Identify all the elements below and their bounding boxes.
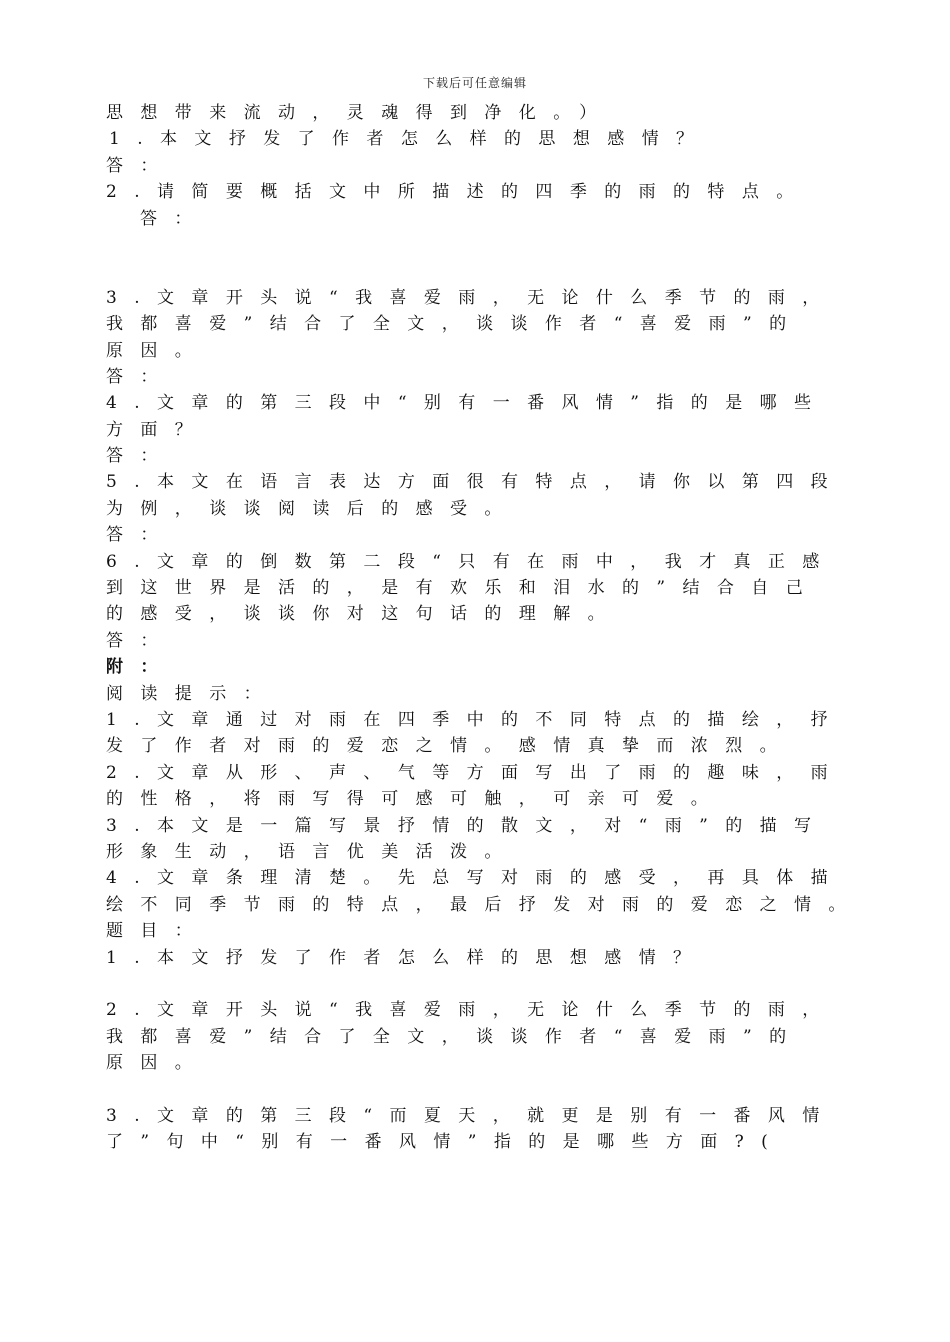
question-line: 原因。 xyxy=(106,1053,210,1074)
question-line: 3.文章开头说“我喜爱雨，无论什么季节的雨， xyxy=(106,287,837,308)
section-heading: 题目： xyxy=(106,921,210,942)
appendix-heading: 附： xyxy=(106,657,175,678)
hint-line: 发了作者对雨的爱恋之情。感情真挚而浓烈。 xyxy=(106,736,794,757)
text-line: 思想带来流动，灵魂得到净化。） xyxy=(106,103,614,123)
answer-label: 答： xyxy=(106,630,175,651)
answer-label: 答： xyxy=(106,155,175,176)
question-line: 4.文章的第三段中“别有一番风情”指的是哪些 xyxy=(106,393,829,414)
question-line: 2.请简要概括文中所描述的四季的雨的特点。 xyxy=(106,182,811,203)
answer-label: 答： xyxy=(106,366,175,387)
question-line: 到这世界是活的，是有欢乐和泪水的”结合自己 xyxy=(106,578,821,599)
hint-line: 4.文章条理清楚。先总写对雨的感受，再具体描 xyxy=(106,868,846,889)
page-header: 下载后可任意编辑 xyxy=(422,76,527,90)
question-line: 1.本文抒发了作者怎么样的思想感情？ xyxy=(109,129,711,150)
question-line: 2.文章开头说“我喜爱雨，无论什么季节的雨， xyxy=(106,1000,837,1021)
answer-label: 答： xyxy=(106,446,175,467)
document-body xyxy=(106,100,863,1156)
hint-line: 2.文章从形、声、气等方面写出了雨的趣味，雨 xyxy=(106,762,846,783)
answer-label: 答： xyxy=(140,208,209,229)
question-line: 3.文章的第三段“而夏天，就更是别有一番风情 xyxy=(106,1105,837,1126)
question-line: 为例，谈谈阅读后的感受。 xyxy=(106,498,519,519)
hint-line: 1.文章通过对雨在四季中的不同特点的描绘，抒 xyxy=(106,709,846,730)
question-line: 我都喜爱”结合了全文，谈谈作者“喜爱雨”的 xyxy=(106,1026,804,1047)
question-line: 原因。 xyxy=(106,340,210,361)
hint-line: 形象生动，语言优美活泼。 xyxy=(106,841,519,862)
question-line: 方面？ xyxy=(106,419,210,440)
answer-label: 答： xyxy=(106,525,175,546)
hint-line: 绘不同季节雨的特点，最后抒发对雨的爱恋之情。 xyxy=(106,894,863,915)
question-line: 5.本文在语言表达方面很有特点，请你以第四段 xyxy=(106,472,846,493)
question-line: 的感受，谈谈你对这句话的理解。 xyxy=(106,604,622,625)
hint-line: 的性格，将雨写得可感可触，可亲可爱。 xyxy=(106,789,726,810)
question-line: 6.文章的倒数第二段“只有在雨中，我才真正感 xyxy=(106,551,837,572)
hint-line: 3.本文是一篇写景抒情的散文，对“雨”的描写 xyxy=(106,815,829,836)
question-line: 1.本文抒发了作者怎么样的思想感情？ xyxy=(106,947,708,968)
question-line: 了”句中“别有一番风情”指的是哪些方面?( xyxy=(106,1132,786,1153)
section-heading: 阅读提示： xyxy=(106,683,278,704)
question-line: 我都喜爱”结合了全文，谈谈作者“喜爱雨”的 xyxy=(106,314,804,335)
